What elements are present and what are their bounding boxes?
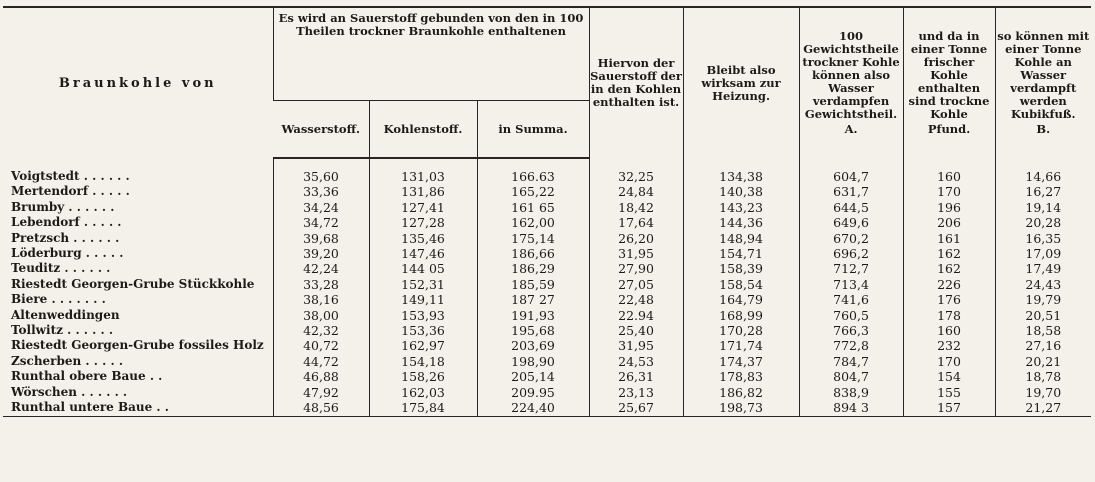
- cell-name: Runthal obere Baue . .: [11, 369, 163, 384]
- cell-cubic: 14,66: [995, 158, 1091, 184]
- header-contained-oxygen: Hiervon der Sauerstoff der in den Kohlen enthalten ist.: [589, 7, 683, 158]
- table-row: [3, 354, 1091, 369]
- table-row: [3, 323, 1091, 338]
- cell-oxygen: 27,90: [589, 261, 683, 276]
- cell-remaining: 144,36: [683, 215, 799, 230]
- cell-carbon: 162,03: [369, 385, 477, 400]
- cell-water: 644,5: [799, 200, 903, 215]
- cell-carbon: 153,93: [369, 308, 477, 323]
- table-row: [3, 400, 1091, 416]
- cell-sum: 191,93: [477, 308, 589, 323]
- header-water-unit: A.: [844, 122, 858, 136]
- cell-sum: 198,90: [477, 354, 589, 369]
- cell-name: Mertendorf . . . . .: [11, 184, 130, 199]
- cell-oxygen: 24,84: [589, 184, 683, 199]
- cell-carbon: 144 05: [369, 261, 477, 276]
- cell-oxygen: 26,20: [589, 231, 683, 246]
- cell-oxygen: 18,42: [589, 200, 683, 215]
- cell-sum: 166.63: [477, 158, 589, 184]
- table-row: [3, 292, 1091, 307]
- cell-carbon: 149,11: [369, 292, 477, 307]
- cell-carbon: 135,46: [369, 231, 477, 246]
- header-sum: in Summa.: [477, 101, 589, 159]
- cell-oxygen: 32,25: [589, 158, 683, 184]
- cell-name: Pretzsch . . . . . .: [11, 230, 120, 245]
- cell-oxygen: 25,40: [589, 323, 683, 338]
- cell-water: 712,7: [799, 261, 903, 276]
- cell-water: 760,5: [799, 308, 903, 323]
- cell-name: Löderburg . . . . .: [11, 246, 124, 261]
- cell-remaining: 186,82: [683, 385, 799, 400]
- cell-carbon: 154,18: [369, 354, 477, 369]
- cell-oxygen: 22.94: [589, 308, 683, 323]
- cell-dry: 161: [903, 231, 995, 246]
- cell-hydrogen: 38,16: [273, 292, 369, 307]
- cell-sum: 162,00: [477, 215, 589, 230]
- cell-carbon: 153,36: [369, 323, 477, 338]
- header-cubic-feet: [995, 7, 1091, 158]
- cell-dry: 176: [903, 292, 995, 307]
- table-row: [3, 200, 1091, 215]
- cell-name: Biere . . . . . . .: [11, 292, 106, 307]
- cell-cubic: 20,21: [995, 354, 1091, 369]
- cell-water: 713,4: [799, 277, 903, 292]
- table-row: [3, 184, 1091, 199]
- cell-cubic: 18,78: [995, 369, 1091, 384]
- cell-carbon: 158,26: [369, 369, 477, 384]
- cell-remaining: 140,38: [683, 184, 799, 199]
- cell-name: Riestedt Georgen-Grube Stückkohle: [11, 276, 255, 291]
- cell-cubic: 19,70: [995, 385, 1091, 400]
- cell-sum: 224,40: [477, 400, 589, 416]
- cell-sum: 175,14: [477, 231, 589, 246]
- cell-hydrogen: 42,24: [273, 261, 369, 276]
- cell-hydrogen: 39,20: [273, 246, 369, 261]
- cell-dry: 170: [903, 354, 995, 369]
- cell-oxygen: 27,05: [589, 277, 683, 292]
- cell-hydrogen: 48,56: [273, 400, 369, 416]
- cell-carbon: 127,41: [369, 200, 477, 215]
- header-dry-unit: Pfund.: [927, 122, 971, 136]
- cell-water: 696,2: [799, 246, 903, 261]
- cell-dry: 196: [903, 200, 995, 215]
- cell-oxygen: 22,48: [589, 292, 683, 307]
- cell-sum: 186,66: [477, 246, 589, 261]
- cell-name: Altenweddingen: [11, 307, 120, 322]
- cell-remaining: 198,73: [683, 400, 799, 416]
- cell-hydrogen: 40,72: [273, 338, 369, 353]
- cell-hydrogen: 33,36: [273, 184, 369, 199]
- cell-sum: 185,59: [477, 277, 589, 292]
- header-water-text: 100 Gewichtstheile trockner Kohle können also Wasser verdampfen Gewichtstheil.: [802, 29, 900, 121]
- cell-dry: 160: [903, 158, 995, 184]
- cell-cubic: 21,27: [995, 400, 1091, 416]
- cell-name: Zscherben . . . . .: [11, 353, 124, 368]
- cell-hydrogen: 34,24: [273, 200, 369, 215]
- cell-water: 649,6: [799, 215, 903, 230]
- header-carbon: Kohlenstoff.: [369, 101, 477, 159]
- cell-hydrogen: 39,68: [273, 231, 369, 246]
- cell-oxygen: 24,53: [589, 354, 683, 369]
- cell-water: 784,7: [799, 354, 903, 369]
- cell-name: Brumby . . . . . .: [11, 199, 115, 214]
- cell-remaining: 168,99: [683, 308, 799, 323]
- cell-dry: 178: [903, 308, 995, 323]
- cell-sum: 203,69: [477, 338, 589, 353]
- cell-name: Voigtstedt . . . . . .: [11, 168, 130, 183]
- cell-water: 772,8: [799, 338, 903, 353]
- cell-name: Wörschen . . . . . .: [11, 384, 128, 399]
- cell-hydrogen: 46,88: [273, 369, 369, 384]
- cell-name: Runthal untere Baue . .: [3, 400, 273, 416]
- cell-oxygen: 31,95: [589, 338, 683, 353]
- header-cubic-text: so können mit einer Tonne Kohle an Wasser verdampft werden Kubikfuß.: [997, 29, 1090, 121]
- table-row: [3, 338, 1091, 353]
- cell-remaining: 158,39: [683, 261, 799, 276]
- cell-remaining: 134,38: [683, 158, 799, 184]
- cell-hydrogen: 42,32: [273, 323, 369, 338]
- table-row: [3, 261, 1091, 276]
- header-dry-text: und da in einer Tonne frischer Kohle enthalten sind trockne Kohle: [908, 29, 990, 121]
- table-row: [3, 369, 1091, 384]
- cell-sum: 209.95: [477, 385, 589, 400]
- cell-carbon: 152,31: [369, 277, 477, 292]
- cell-dry: 232: [903, 338, 995, 353]
- cell-remaining: 148,94: [683, 231, 799, 246]
- cell-dry: 162: [903, 261, 995, 276]
- cell-carbon: 131,86: [369, 184, 477, 199]
- table-row: [3, 215, 1091, 230]
- cell-dry: 206: [903, 215, 995, 230]
- cell-cubic: 17,49: [995, 261, 1091, 276]
- cell-dry: 154: [903, 369, 995, 384]
- cell-oxygen: 26,31: [589, 369, 683, 384]
- cell-sum: 195,68: [477, 323, 589, 338]
- table-row: [3, 246, 1091, 261]
- cell-water: 670,2: [799, 231, 903, 246]
- cell-dry: 226: [903, 277, 995, 292]
- table-row: [3, 158, 1091, 184]
- cell-cubic: 16,27: [995, 184, 1091, 199]
- cell-cubic: 20,51: [995, 308, 1091, 323]
- cell-water: 804,7: [799, 369, 903, 384]
- cell-remaining: 178,83: [683, 369, 799, 384]
- cell-name: Teuditz . . . . . .: [11, 261, 111, 276]
- cell-dry: 157: [903, 400, 995, 416]
- cell-water: 604,7: [799, 158, 903, 184]
- cell-carbon: 162,97: [369, 338, 477, 353]
- cell-water: 766,3: [799, 323, 903, 338]
- cell-name: Riestedt Georgen-Grube fossiles Holz: [11, 338, 264, 353]
- cell-hydrogen: 44,72: [273, 354, 369, 369]
- cell-dry: 162: [903, 246, 995, 261]
- cell-remaining: 171,74: [683, 338, 799, 353]
- header-remaining-heat: Bleibt also wirksam zur Heizung.: [683, 7, 799, 158]
- cell-hydrogen: 34,72: [273, 215, 369, 230]
- cell-carbon: 131,03: [369, 158, 477, 184]
- cell-cubic: 24,43: [995, 277, 1091, 292]
- cell-hydrogen: 38,00: [273, 308, 369, 323]
- cell-water: 838,9: [799, 385, 903, 400]
- cell-remaining: 158,54: [683, 277, 799, 292]
- cell-oxygen: 31,95: [589, 246, 683, 261]
- header-dry-coal: [903, 7, 995, 158]
- table-row: [3, 277, 1091, 292]
- table-header: [3, 7, 1091, 158]
- cell-remaining: 164,79: [683, 292, 799, 307]
- header-hydrogen: Wasserstoff.: [273, 101, 369, 159]
- table-row: [3, 385, 1091, 400]
- header-cubic-unit: B.: [1036, 122, 1051, 136]
- cell-remaining: 174,37: [683, 354, 799, 369]
- cell-cubic: 17,09: [995, 246, 1091, 261]
- cell-name: Tollwitz . . . . . .: [11, 323, 114, 338]
- cell-water: 741,6: [799, 292, 903, 307]
- cell-carbon: 175,84: [369, 400, 477, 416]
- cell-name: Lebendorf . . . . .: [11, 215, 122, 230]
- cell-dry: 170: [903, 184, 995, 199]
- cell-remaining: 170,28: [683, 323, 799, 338]
- cell-hydrogen: 47,92: [273, 385, 369, 400]
- cell-oxygen: 17,64: [589, 215, 683, 230]
- cell-remaining: 154,71: [683, 246, 799, 261]
- header-bound-oxygen: Es wird an Sauerstoff gebunden von den in 100 Theilen trockner Braunkohle enthaltenen: [273, 7, 589, 101]
- cell-hydrogen: 35,60: [273, 158, 369, 184]
- cell-sum: 165,22: [477, 184, 589, 199]
- cell-carbon: 127,28: [369, 215, 477, 230]
- table-row: [3, 308, 1091, 323]
- cell-carbon: 147,46: [369, 246, 477, 261]
- cell-dry: 160: [903, 323, 995, 338]
- cell-cubic: 27,16: [995, 338, 1091, 353]
- cell-cubic: 19,14: [995, 200, 1091, 215]
- cell-hydrogen: 33,28: [273, 277, 369, 292]
- cell-sum: 161 65: [477, 200, 589, 215]
- cell-water: 894 3: [799, 400, 903, 416]
- cell-cubic: 18,58: [995, 323, 1091, 338]
- header-water-evaporated: [799, 7, 903, 158]
- cell-sum: 205,14: [477, 369, 589, 384]
- cell-remaining: 143,23: [683, 200, 799, 215]
- cell-cubic: 16,35: [995, 231, 1091, 246]
- cell-sum: 187 27: [477, 292, 589, 307]
- cell-cubic: 19,79: [995, 292, 1091, 307]
- table-row: [3, 231, 1091, 246]
- cell-dry: 155: [903, 385, 995, 400]
- cell-oxygen: 23,13: [589, 385, 683, 400]
- cell-oxygen: 25,67: [589, 400, 683, 416]
- cell-water: 631,7: [799, 184, 903, 199]
- cell-cubic: 20,28: [995, 215, 1091, 230]
- header-lignite-from: Braunkohle von: [3, 7, 273, 158]
- lignite-table: [3, 6, 1091, 417]
- table-body: [3, 158, 1091, 416]
- cell-sum: 186,29: [477, 261, 589, 276]
